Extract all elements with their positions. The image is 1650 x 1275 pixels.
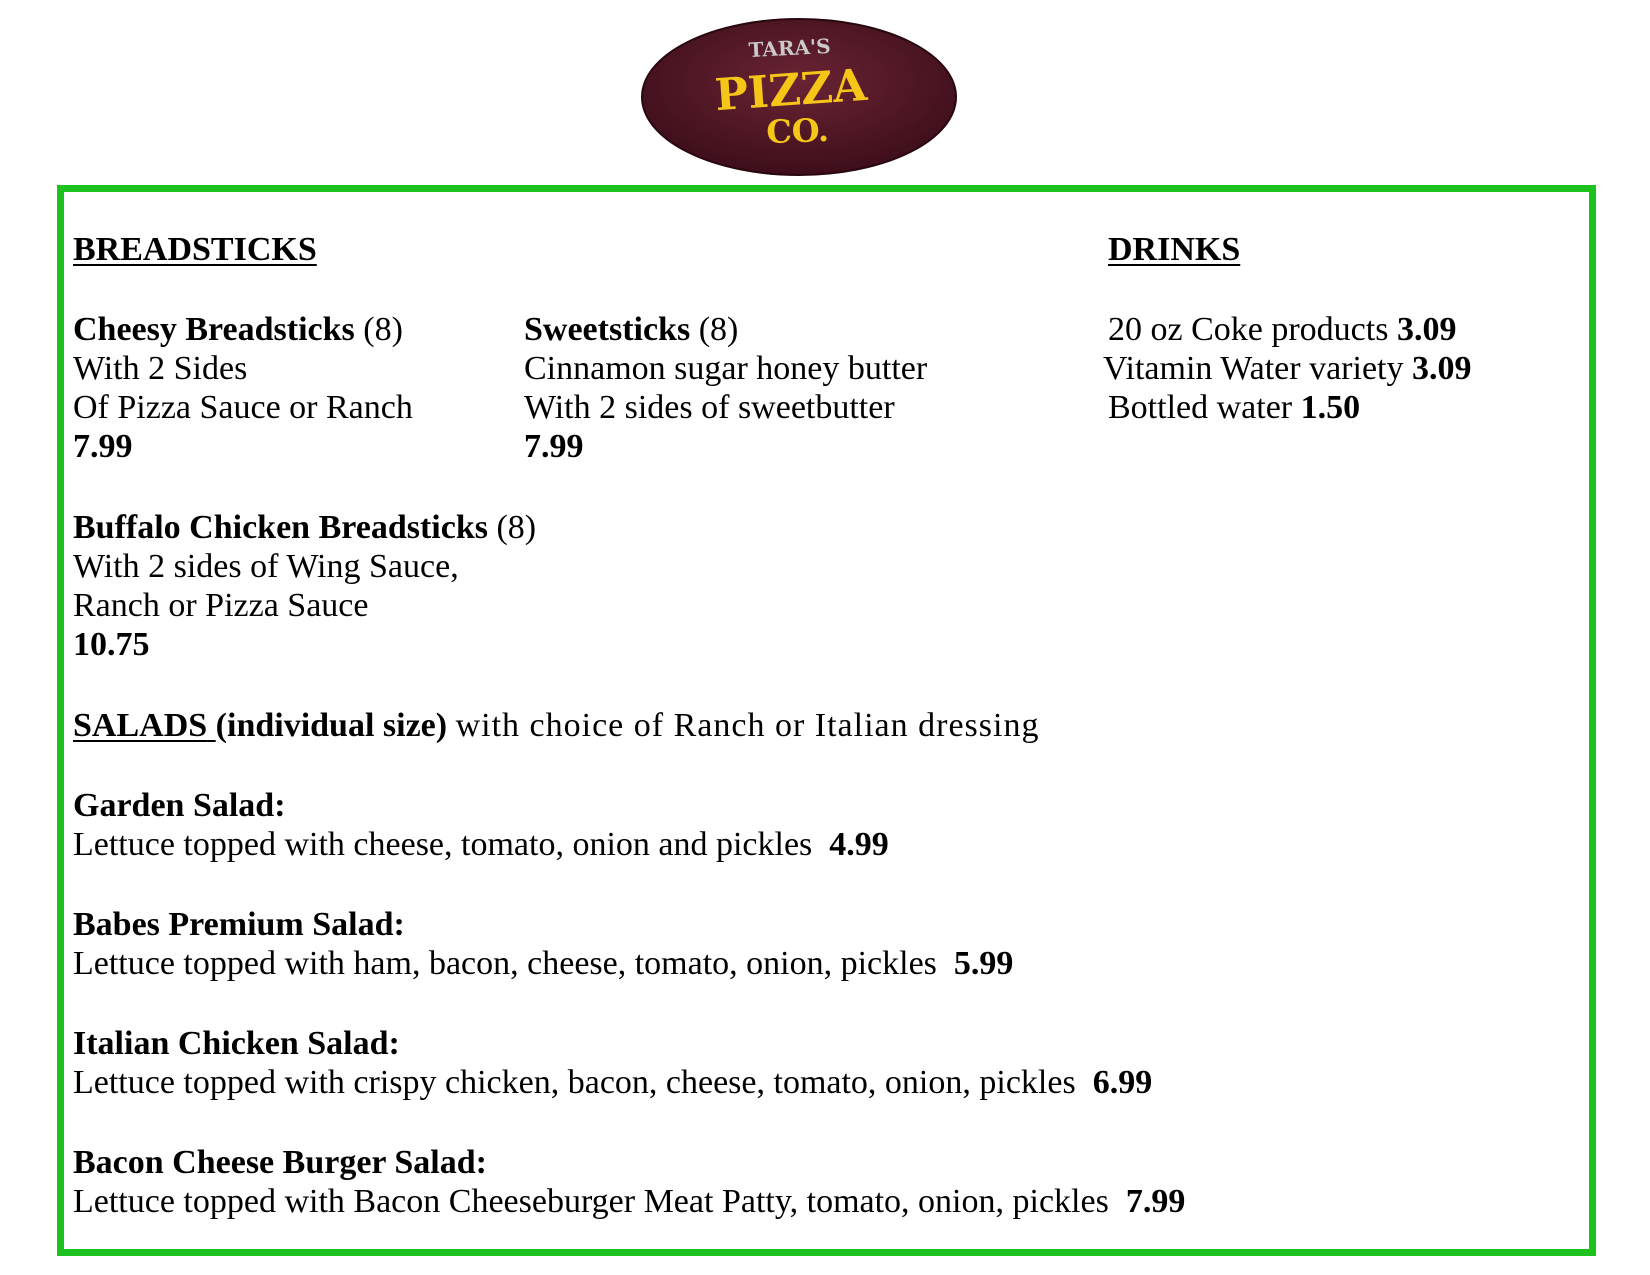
drink-item bbox=[1108, 388, 1360, 428]
drink-price: 3.09 bbox=[1396, 311, 1457, 348]
item-desc: Ranch or Pizza Sauce bbox=[73, 587, 369, 624]
salads-heading: SALADS bbox=[73, 707, 208, 744]
logo-line-2: PIZZA bbox=[713, 59, 869, 122]
salad-line bbox=[73, 944, 1013, 984]
item-price: 7.99 bbox=[73, 428, 133, 465]
item-name: Buffalo Chicken Breadsticks bbox=[73, 509, 488, 546]
salad-price: 4.99 bbox=[829, 826, 889, 863]
salads-size-note: (individual size) bbox=[215, 707, 448, 744]
item-desc: Of Pizza Sauce or Ranch bbox=[73, 389, 413, 426]
drink-item bbox=[1103, 349, 1472, 389]
item-name: Cheesy Breadsticks bbox=[73, 311, 355, 348]
salad-name: Garden Salad: bbox=[73, 787, 286, 824]
item-desc: Cinnamon sugar honey butter bbox=[524, 350, 928, 387]
logo-line-1: TARA'S bbox=[748, 33, 832, 63]
salad-line bbox=[73, 825, 889, 865]
salad-desc: Lettuce topped with ham, bacon, cheese, tomato, onion, pickles bbox=[73, 945, 937, 982]
item-desc: With 2 Sides bbox=[73, 350, 248, 387]
salad-price: 5.99 bbox=[953, 945, 1014, 982]
salad-desc: Lettuce topped with crispy chicken, bacon, cheese, tomato, onion, pickles bbox=[73, 1064, 1076, 1101]
item-count: (8) bbox=[496, 509, 537, 546]
drink-name: 20 oz Coke products bbox=[1108, 311, 1389, 348]
item-price: 10.75 bbox=[73, 626, 150, 663]
drinks-heading: DRINKS bbox=[1108, 231, 1241, 268]
drink-name: Bottled water bbox=[1108, 389, 1293, 426]
drink-price: 3.09 bbox=[1412, 350, 1472, 387]
salad-desc: Lettuce topped with Bacon Cheeseburger Meat Patty, tomato, onion, pickles bbox=[73, 1183, 1109, 1220]
salad-name: Italian Chicken Salad: bbox=[73, 1025, 400, 1062]
salads-dressing-note: with choice of Ranch or Italian dressing bbox=[455, 707, 1040, 744]
salad-price: 7.99 bbox=[1125, 1183, 1186, 1220]
salad-line bbox=[73, 1182, 1185, 1222]
item-count: (8) bbox=[363, 311, 403, 348]
salad-name: Babes Premium Salad: bbox=[73, 906, 405, 943]
item-price: 7.99 bbox=[524, 428, 584, 465]
breadsticks-heading: BREADSTICKS bbox=[73, 231, 317, 268]
item-desc: With 2 sides of Wing Sauce, bbox=[73, 548, 459, 585]
salad-desc: Lettuce topped with cheese, tomato, onion and pickles bbox=[73, 826, 813, 863]
salads-header bbox=[73, 706, 1039, 746]
drink-name: Vitamin Water variety bbox=[1103, 350, 1404, 387]
buffalo-breadsticks-title bbox=[73, 508, 536, 548]
salad-price: 6.99 bbox=[1092, 1064, 1153, 1101]
tara-pizza-logo bbox=[640, 17, 958, 177]
item-name: Sweetsticks bbox=[524, 311, 691, 348]
drink-item bbox=[1108, 310, 1456, 350]
salad-line bbox=[73, 1063, 1152, 1103]
sweetsticks-title bbox=[524, 310, 738, 350]
item-count: (8) bbox=[698, 311, 739, 348]
logo-line-3: CO. bbox=[765, 110, 830, 152]
salad-name: Bacon Cheese Burger Salad: bbox=[73, 1144, 487, 1181]
cheesy-breadsticks-title bbox=[73, 310, 403, 350]
item-desc: With 2 sides of sweetbutter bbox=[524, 389, 895, 426]
drink-price: 1.50 bbox=[1300, 389, 1361, 426]
